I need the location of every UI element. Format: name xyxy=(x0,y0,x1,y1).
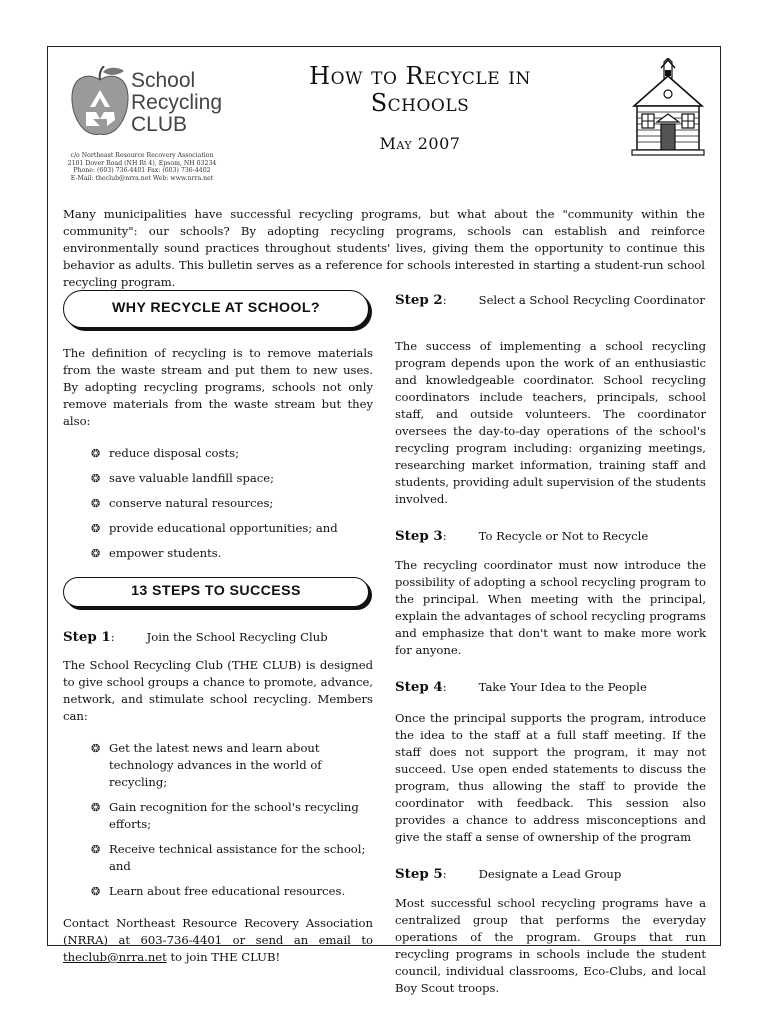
logo-line-school: School xyxy=(131,69,196,92)
step-1-header: Step 1: Join the School Recycling Club xyxy=(63,629,328,645)
bullet-icon: ❂ xyxy=(91,522,101,535)
bullet-icon: ❂ xyxy=(91,547,101,560)
step-4-header: Step 4: Take Your Idea to the People xyxy=(395,679,647,695)
contact-tail: to join THE CLUB! xyxy=(166,950,281,964)
step-2-text: The success of implementing a school recycling program depends upon the work of an enthusiastic and knowledgeable coordinator. School recycling coordinators include teachers, principals, school staff, and outside volunteers. The coordinator oversees the day-to-day operations of the school's recycling program including: organizing meetings, researching market information, training staff and students, providing adult supervision of the students involved. xyxy=(395,339,706,506)
bullet-icon: ❂ xyxy=(91,843,101,856)
address-line: c/o Northeast Resource Recovery Association xyxy=(70,152,214,159)
list-item-text: provide educational opportunities; and xyxy=(109,521,338,535)
step-1-text: The School Recycling Club (THE CLUB) is designed to give school groups a chance to promote, advance, network, and stimulate school recycling. Members can: xyxy=(63,658,373,723)
address-line: E-Mail: theclub@nrra.net Web: www.nrra.net xyxy=(70,174,214,182)
list-item-text: reduce disposal costs; xyxy=(109,446,240,460)
school-recycling-club-logo xyxy=(67,66,223,182)
logo-wordmark xyxy=(131,70,222,136)
list-item xyxy=(63,470,373,487)
steps-heading: 13 STEPS TO SUCCESS xyxy=(63,577,369,607)
step-3-header: Step 3: To Recycle or Not to Recycle xyxy=(395,528,649,544)
intro-paragraph: Many municipalities have successful recycling programs, but what about the "community within the community": our schools? By adopting recycling programs, schools can establish and reinforce environmentally sound practices throughout students' lives, giving them the opportunity to continue this behavior as adults. This bulletin serves as a reference for schools interested in starting a student-run school recycling program. xyxy=(63,207,705,289)
logo-line-recycling: Recycling xyxy=(131,91,223,114)
logo-line-club: CLUB xyxy=(131,113,188,136)
contact-paragraph xyxy=(63,915,373,966)
address-line: Phone: (603) 736-4401 Fax: (603) 736-4402 xyxy=(73,167,211,174)
bullet-icon: ❂ xyxy=(91,742,101,755)
logo-address xyxy=(67,152,217,182)
step-5-header: Step 5: Designate a Lead Group xyxy=(395,866,622,882)
list-item xyxy=(63,495,373,512)
bullet-icon: ❂ xyxy=(91,885,101,898)
step-title: To Recycle or Not to Recycle xyxy=(478,529,649,543)
address-line: 2101 Dover Road (NH Rt 4), Epsom, NH 03234 xyxy=(67,159,217,167)
list-item xyxy=(63,740,373,791)
club-benefits-list xyxy=(63,740,373,900)
issue-date: May 2007 xyxy=(379,134,461,153)
why-recycle-heading: WHY RECYCLE AT SCHOOL? xyxy=(63,290,369,328)
list-item xyxy=(63,799,373,833)
step-label: Step 3 xyxy=(395,528,443,544)
club-email-link[interactable]: theclub@nrra.net xyxy=(63,950,167,964)
list-item-text: Get the latest news and learn about technology advances in the world of recycling; xyxy=(109,741,322,789)
list-item xyxy=(63,545,373,562)
step-label: Step 4 xyxy=(395,679,443,695)
contact-text: Contact Northeast Resource Recovery Association (NRRA) at 603-736-4401 or send an email to xyxy=(63,916,373,947)
page-title xyxy=(260,63,580,117)
list-item xyxy=(63,445,373,462)
recycling-apple-icon xyxy=(69,66,131,141)
title-line-2: Schools xyxy=(370,89,470,117)
step-4-text: Once the principal supports the program, introduce the idea to the staff at a full staff meeting. If the staff does not support the program, it may not succeed. Use open ended statements to discuss the program, thus allowing the staff to provide the coordinator with feedback. This session also provides a chance to address misconceptions and give the staff a sense of ownership of the program xyxy=(395,711,706,844)
step-5-text: Most successful school recycling programs have a centralized group that performs the everyday operations of the program. Groups that run recycling programs in schools include the student council, individual classrooms, Eco-Clubs, and local Boy Scout troops. xyxy=(395,896,706,995)
step-label: Step 1 xyxy=(63,629,111,645)
step-title: Select a School Recycling Coordinator xyxy=(478,293,705,307)
list-item-text: Receive technical assistance for the school; and xyxy=(109,842,366,873)
step-title: Take Your Idea to the People xyxy=(478,680,647,694)
list-item xyxy=(63,841,373,875)
list-item-text: empower students. xyxy=(109,546,222,560)
step-label: Step 5 xyxy=(395,866,443,882)
list-item xyxy=(63,883,373,900)
step-title: Designate a Lead Group xyxy=(478,867,622,881)
step-title: Join the School Recycling Club xyxy=(146,630,328,644)
step-3-text: The recycling coordinator must now introduce the possibility of adopting a school recycling program to the principal. When meeting with the principal, explain the advantages of school recycling programs and emphasize that don't want to make more work for anyone. xyxy=(395,558,706,657)
schoolhouse-icon xyxy=(630,58,706,156)
right-column xyxy=(395,292,706,997)
list-item-text: conserve natural resources; xyxy=(109,496,274,510)
why-recycle-list xyxy=(63,445,373,562)
left-column xyxy=(63,290,373,966)
bullet-icon: ❂ xyxy=(91,447,101,460)
list-item-text: Gain recognition for the school's recycling efforts; xyxy=(109,800,359,831)
why-recycle-text: The definition of recycling is to remove materials from the waste stream and put them to new uses. By adopting recycling programs, schools not only remove materials from the waste stream but they also: xyxy=(63,346,373,428)
bullet-icon: ❂ xyxy=(91,472,101,485)
bullet-icon: ❂ xyxy=(91,497,101,510)
list-item-text: Learn about free educational resources. xyxy=(109,884,346,898)
step-label: Step 2 xyxy=(395,292,443,308)
list-item-text: save valuable landfill space; xyxy=(109,471,275,485)
title-line-1: How to Recycle in xyxy=(309,62,531,90)
bullet-icon: ❂ xyxy=(91,801,101,814)
list-item xyxy=(63,520,373,537)
step-2-header: Step 2: Select a School Recycling Coordinator xyxy=(395,292,705,308)
